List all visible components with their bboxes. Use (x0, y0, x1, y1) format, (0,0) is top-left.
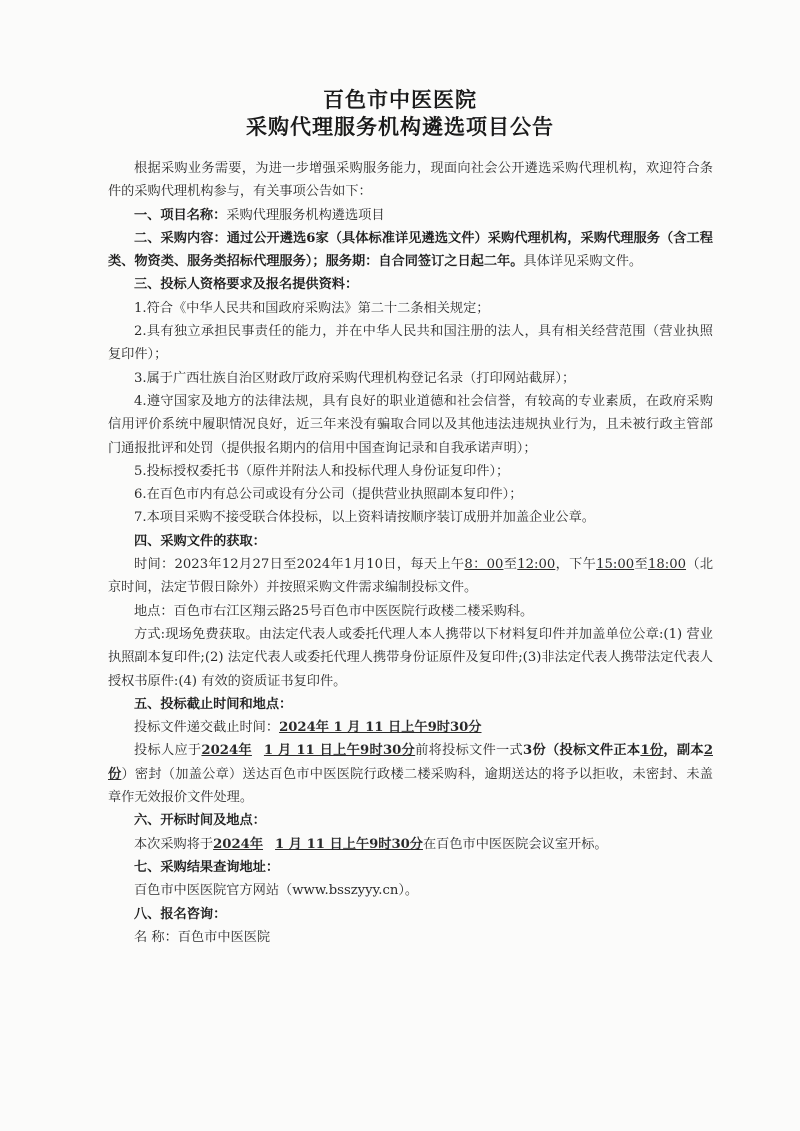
section-1-text: 采购代理服务机构遴选项目 (226, 207, 385, 223)
qualification-item: 6.在百色市内有总公司或设有分公司（提供营业执照副本复印件）； (134, 487, 523, 503)
submission-text: 投标人应于 (134, 743, 202, 759)
opening-date-time: 1 月 11 日上午9时30分 (275, 836, 423, 852)
submission-date-time: 1 月 11 日上午9时30分 (263, 743, 416, 759)
qualification-item: 3.属于广西壮族自治区财政厅政府采购代理机构登记名录（打印网站截屏）； (134, 370, 576, 386)
document-acquisition-place: 地点：百色市右江区翔云路25号百色市中医医院行政楼二楼采购科。 (134, 603, 534, 619)
opening-date-year: 2024年 (213, 836, 264, 852)
qualification-item: 1.符合《中华人民共和国政府采购法》第二十二条相关规定； (134, 300, 490, 316)
original-count: 1份 (640, 743, 664, 759)
section-2-procurement-content (108, 227, 713, 274)
section-2-tail: 具体详见采购文件。 (523, 254, 643, 270)
result-query-address: 百色市中医医院官方网站（www.bsszyyy.cn）。 (134, 883, 419, 899)
section-2-heading: 二、采购内容： (134, 230, 227, 246)
time-text: 至 (634, 557, 649, 573)
opening-text: 在百色市中医医院会议室开标。 (423, 836, 608, 852)
submission-deadline (108, 716, 713, 739)
pm-start-time: 15:00 (596, 557, 635, 573)
submission-text: （投标文件正本 (546, 743, 641, 759)
qualification-item: 5.投标授权委托书（原件并附法人和投标代理人身份证复印件）； (134, 463, 510, 479)
section-3-heading: 三、投标人资格要求及报名提供资料： (134, 277, 359, 293)
announcement-body (108, 157, 713, 949)
opening-text: 本次采购将于 (134, 836, 214, 852)
duplicate-count: 2份 (108, 743, 713, 782)
qualification-item: 7.本项目采购不接受联合体投标，以上资料请按顺序装订成册并加盖企业公章。 (134, 510, 595, 526)
deadline-value: 2024年 1 月 11 日上午9时30分 (279, 720, 482, 736)
section-7-heading: 七、采购结果查询地址： (134, 859, 280, 875)
document-title-project: 采购代理服务机构遴选项目公告 (246, 115, 554, 139)
section-4-heading: 四、采购文件的获取： (134, 533, 266, 549)
qualification-item: 2.具有独立承担民事责任的能力，并在中华人民共和国注册的法人，具有相关经营范围（营业执照复印件）； (108, 324, 713, 363)
submission-instructions (108, 739, 713, 809)
am-start-time: 8：00 (464, 557, 504, 573)
submission-text: 前将投标文件一式 (415, 743, 524, 759)
qualification-item: 4.遵守国家及地方的法律法规，具有良好的职业道德和社会信誉，有较高的专业素质，在政府采购信用评价系统中履职情况良好，近三年来没有骗取合同以及其他违法违规执业行为，且未被行政主管部门通报批评和处罚（提供报名期内的信用中国查询记录和自我承诺声明）； (108, 393, 713, 456)
time-text: ，下午 (555, 557, 597, 573)
time-text: 至 (503, 557, 518, 573)
intro-paragraph: 根据采购业务需要，为进一步增强采购服务能力，现面向社会公开遴选采购代理机构，欢迎符合条件的采购代理机构参与，有关事项公告如下： (108, 161, 713, 200)
document-title-hospital: 百色市中医医院 (323, 88, 477, 112)
submission-text: ）密封（加盖公章）送达百色市中医医院行政楼二楼采购科，逾期送达的将予以拒收，未密封、未盖章作无效报价文件处理。 (108, 766, 713, 806)
section-8-heading: 八、报名咨询： (134, 906, 227, 922)
time-text: （北京时间，法定节假日除外）并按照采购文件需求编制投标文件。 (108, 557, 714, 596)
submission-text: ，副本 (663, 743, 704, 759)
section-6-heading: 六、开标时间及地点： (134, 813, 266, 829)
am-end-time: 12:00 (517, 557, 556, 573)
pm-end-time: 18:00 (648, 557, 687, 573)
section-2-text: 通过公开遴选6家（具体标准详见遴选文件）采购代理机构，采购代理服务（含工程类、物资类、服务类招标代理服务）；服务期：自合同签订之日起二年。 (108, 230, 713, 270)
section-1-heading: 一、项目名称： (134, 207, 227, 223)
section-1-project-name (108, 204, 713, 227)
deadline-label: 投标文件递交截止时间： (134, 720, 280, 736)
copies-count: 3份 (523, 743, 546, 759)
document-acquisition-method: 方式:现场免费获取。由法定代表人或委托代理人本人携带以下材料复印件并加盖单位公章:(1) 营业执照副本复印件;(2) 法定代表人或委托代理人携带身份证原件及复印件;(3)非法定代表人携带法定代表人授权书原件:(4) 有效的资质证书复印件。 (108, 626, 713, 689)
section-5-heading: 五、投标截止时间和地点： (134, 696, 293, 712)
bid-opening-info (108, 833, 713, 856)
document-acquisition-time (108, 553, 713, 600)
time-text: 时间：2023年12月27日至2024年1月10日，每天上午 (134, 557, 465, 573)
contact-name: 名 称：百色市中医医院 (134, 929, 271, 945)
submission-date-year: 2024年 (201, 743, 252, 759)
